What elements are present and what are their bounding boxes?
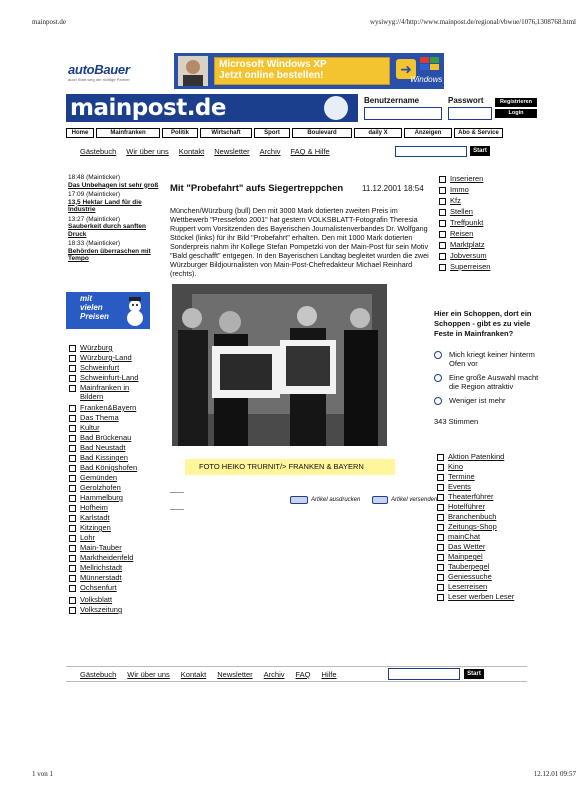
service-item[interactable]: mainChat	[436, 532, 536, 542]
photo-image	[172, 284, 387, 446]
ad-photo	[178, 56, 208, 86]
username-label: Benutzername	[364, 96, 420, 105]
service-item[interactable]: Aktion Patenkind	[436, 452, 536, 462]
news-ticker	[68, 174, 160, 263]
ad-line1: Microsoft Windows XP	[219, 59, 327, 70]
ticker-headline[interactable]: Sauberkeit durch sanften Druck	[68, 223, 147, 238]
article-body: München/Würzburg (bull) Den mit 3000 Mark dotierten zweiten Preis im Wettbewerb "Pressefoto 2001" hat gestern VOLKSBLATT-Fotografin Theresia Ruppert vom Vorsitzenden des Bayerischen Journalistenverbandes Dr. Wolfgang Stöckel (links) für ihr Bild "Probefahrt" erhalten. Den mit 1000 Mark dotierten Sonderpreis nahm ihr Kollege Stefan Pompetzki von der Main-Post für sein Motiv "Bald geschafft" entgegen. In den Bayerischen Landtag begleitet wurden die zwei Würzburger Bildjournalisten von Main-Post-Chefredakteur Michael Reinhard (rechts).	[170, 206, 429, 278]
nav-daily-x[interactable]: daily X	[354, 128, 402, 138]
send-article-link[interactable]	[372, 496, 437, 504]
print-footer-left: 1 von 1	[32, 770, 53, 778]
ad-brand: Windows	[410, 75, 443, 84]
nav-politik[interactable]: Politik	[162, 128, 198, 138]
region-item[interactable]: Volksblatt	[68, 595, 160, 605]
search-button[interactable]: Start	[470, 146, 490, 156]
footer-search-input[interactable]	[388, 668, 460, 680]
sponsor-logo-text: autoBauer	[68, 62, 130, 77]
nav-mainfranken[interactable]: Mainfranken	[96, 128, 160, 138]
link-newsletter[interactable]: Newsletter	[214, 147, 250, 156]
services-list	[438, 174, 518, 272]
link-faq-hilfe[interactable]: FAQ & Hilfe	[290, 147, 330, 156]
print-header-url: wysiwyg://4/http://www.mainpost.de/regional/vbwue/1076,1308768.html	[369, 18, 576, 26]
region-item[interactable]: Bad Königshofen	[68, 463, 160, 473]
poll-option[interactable]: Mich kriegt keiner hinterm Ofen vor	[434, 350, 546, 368]
ticker-time: 17:09 (Mainticker)	[68, 191, 121, 198]
service-item[interactable]: Zeitungs-Shop	[436, 522, 536, 532]
region-item[interactable]: Würzburg-Land	[68, 353, 160, 363]
region-item[interactable]: Bad Brückenau	[68, 433, 160, 443]
promo-line3: Preisen	[80, 312, 109, 321]
region-item[interactable]: Hofheim	[68, 503, 160, 513]
register-button[interactable]: Registrieren	[495, 98, 537, 107]
ticker-headline[interactable]: 13,5 Hektar Land für die Industrie	[68, 198, 142, 213]
region-item[interactable]: Marktheidenfeld	[68, 553, 160, 563]
region-item[interactable]: Franken&Bayern	[68, 403, 160, 413]
windows-flag-icon	[420, 57, 440, 71]
service-item[interactable]: Kino	[436, 462, 536, 472]
region-item[interactable]: Bad Kissingen	[68, 453, 160, 463]
footer-link-newsletter[interactable]: Newsletter	[217, 669, 253, 679]
nav-boulevard[interactable]: Boulevard	[292, 128, 352, 138]
footer-link-wir-ueber-uns[interactable]: Wir über uns	[127, 669, 170, 679]
region-item[interactable]: Mellrichstadt	[68, 563, 160, 573]
region-item[interactable]: Ochsenfurt	[68, 583, 160, 593]
service-item[interactable]: Hotelführer	[436, 502, 536, 512]
region-item[interactable]: Gemünden	[68, 473, 160, 483]
promo-banner[interactable]	[66, 292, 150, 329]
service-item[interactable]: Inserieren	[438, 174, 518, 184]
service-item[interactable]: Theaterführer	[436, 492, 536, 502]
service-item[interactable]: Marktplatz	[438, 240, 518, 250]
service-item[interactable]: Leser werben Leser	[436, 592, 536, 602]
link-kontakt[interactable]: Kontakt	[178, 147, 205, 156]
nav-home[interactable]: Home	[66, 128, 94, 138]
nav-sport[interactable]: Sport	[254, 128, 290, 138]
service-item[interactable]: Superreisen	[438, 262, 518, 272]
top-links	[80, 147, 330, 156]
region-item[interactable]: Bad Neustadt	[68, 443, 160, 453]
search-input[interactable]	[395, 146, 467, 157]
footer-search-button[interactable]: Start	[464, 669, 484, 679]
sponsor-logo[interactable]	[68, 62, 158, 82]
clock-icon	[324, 96, 348, 120]
region-item[interactable]: Würzburg	[68, 343, 160, 353]
region-item[interactable]: Main-Tauber	[68, 543, 160, 553]
radio-button[interactable]	[434, 351, 442, 359]
footer-link-hilfe[interactable]: Hilfe	[321, 669, 337, 679]
service-item[interactable]: Events	[436, 482, 536, 492]
radio-button[interactable]	[434, 374, 442, 382]
sponsor-tagline: auch Start weg der richtige Partner	[68, 77, 130, 82]
region-item[interactable]: Münnerstadt	[68, 573, 160, 583]
service-item[interactable]: Reisen	[438, 229, 518, 239]
nav-abo-service[interactable]: Abo & Service	[454, 128, 503, 138]
ticker-headline[interactable]: Das Unbehagen ist sehr groß	[68, 181, 159, 189]
send-article-label: Artikel versenden	[391, 497, 438, 503]
region-item[interactable]: Kultur	[68, 423, 160, 433]
site-logo[interactable]	[66, 94, 358, 122]
region-item[interactable]: Kitzingen	[68, 523, 160, 533]
banner-ad[interactable]	[174, 53, 444, 89]
region-list	[68, 343, 160, 615]
mail-icon	[372, 496, 388, 504]
link-archiv[interactable]: Archiv	[259, 147, 281, 156]
nav-anzeigen[interactable]: Anzeigen	[404, 128, 452, 138]
poll-option[interactable]: Eine große Auswahl macht die Region attraktiv	[434, 373, 546, 391]
password-label: Passwort	[448, 96, 484, 105]
poll-options	[434, 350, 546, 405]
service-item[interactable]: Termine	[436, 472, 536, 482]
article-title: Mit "Probefahrt" aufs Siegertreppchen	[170, 183, 344, 194]
service-item[interactable]: Jobversum	[438, 251, 518, 261]
login-button[interactable]: Login	[495, 109, 537, 118]
ticker-time: 18:48 (Mainticker)	[68, 174, 121, 181]
service-item[interactable]: Geniessuche	[436, 572, 536, 582]
service-item[interactable]: Mainpegel	[436, 552, 536, 562]
radio-button[interactable]	[434, 397, 442, 405]
poll-option[interactable]: Weniger ist mehr	[434, 396, 546, 405]
link-wir-ueber-uns[interactable]: Wir über uns	[126, 147, 169, 156]
service-item[interactable]: Leserreisen	[436, 582, 536, 592]
service-item[interactable]: Tauberpegel	[436, 562, 536, 572]
password-input[interactable]	[448, 107, 492, 120]
article-date: 11.12.2001 18:54	[362, 184, 424, 193]
ticker-time: 18:33 (Mainticker)	[68, 240, 121, 247]
footer-link-kontakt[interactable]: Kontakt	[180, 669, 207, 679]
region-item[interactable]: Schweinfurt	[68, 363, 160, 373]
region-item[interactable]: Das Thema	[68, 413, 160, 423]
region-item[interactable]: Mainfranken in Bildern	[68, 383, 160, 401]
divider	[170, 492, 184, 493]
more-services-list	[436, 452, 536, 602]
footer-link-gaestebuch[interactable]: Gästebuch	[80, 669, 117, 679]
article-photo	[172, 284, 387, 446]
region-item[interactable]: Gerolzhofen	[68, 483, 160, 493]
nav-wirtschaft[interactable]: Wirtschaft	[200, 128, 252, 138]
ad-text-box	[214, 57, 390, 85]
poll-votes: 343 Stimmen	[434, 417, 479, 426]
site-logo-text: mainpost.de	[70, 95, 226, 121]
region-item[interactable]: Hammelburg	[68, 493, 160, 503]
print-article-label: Artikel ausdrucken	[311, 497, 361, 503]
ticker-time: 13:27 (Mainticker)	[68, 215, 121, 223]
service-item[interactable]: Kfz	[438, 196, 518, 206]
link-gaestebuch[interactable]: Gästebuch	[80, 147, 117, 156]
main-nav	[66, 128, 529, 138]
snowman-icon	[124, 296, 146, 326]
print-header-left: mainpost.de	[32, 18, 67, 26]
region-item[interactable]: Lohr	[68, 533, 160, 543]
promo-line2: vielen	[80, 303, 103, 312]
region-item[interactable]: Volkszeitung	[68, 605, 160, 615]
service-item[interactable]: Treffpunkt	[438, 218, 518, 228]
photo-credit: FOTO HEIKO TRURNIT/> FRANKEN & BAYERN	[185, 459, 395, 475]
promo-line1: mit	[80, 294, 92, 303]
service-item[interactable]: Branchenbuch	[436, 512, 536, 522]
poll-question: Hier ein Schoppen, dort ein Schoppen - gibt es zu viele Feste in Mainfranken?	[434, 309, 532, 338]
ad-line2: Jetzt online bestellen!	[219, 70, 324, 81]
arrow-right-icon: ➜	[396, 59, 416, 79]
service-item[interactable]: Das Wetter	[436, 542, 536, 552]
region-item[interactable]: Karlstadt	[68, 513, 160, 523]
printer-icon	[290, 496, 308, 504]
region-item[interactable]: Schweinfurt-Land	[68, 373, 160, 383]
footer-link-faq[interactable]: FAQ	[295, 669, 311, 679]
print-article-link[interactable]	[290, 496, 360, 504]
service-item[interactable]: Immo	[438, 185, 518, 195]
footer-link-archiv[interactable]: Archiv	[263, 669, 285, 679]
person-icon	[178, 56, 208, 86]
ticker-headline[interactable]: Behörden überraschen mit Tempo	[68, 247, 151, 262]
service-item[interactable]: Stellen	[438, 207, 518, 217]
print-footer-right: 12.12.01 09:57	[533, 770, 576, 778]
username-input[interactable]	[364, 107, 442, 120]
divider	[170, 509, 184, 510]
